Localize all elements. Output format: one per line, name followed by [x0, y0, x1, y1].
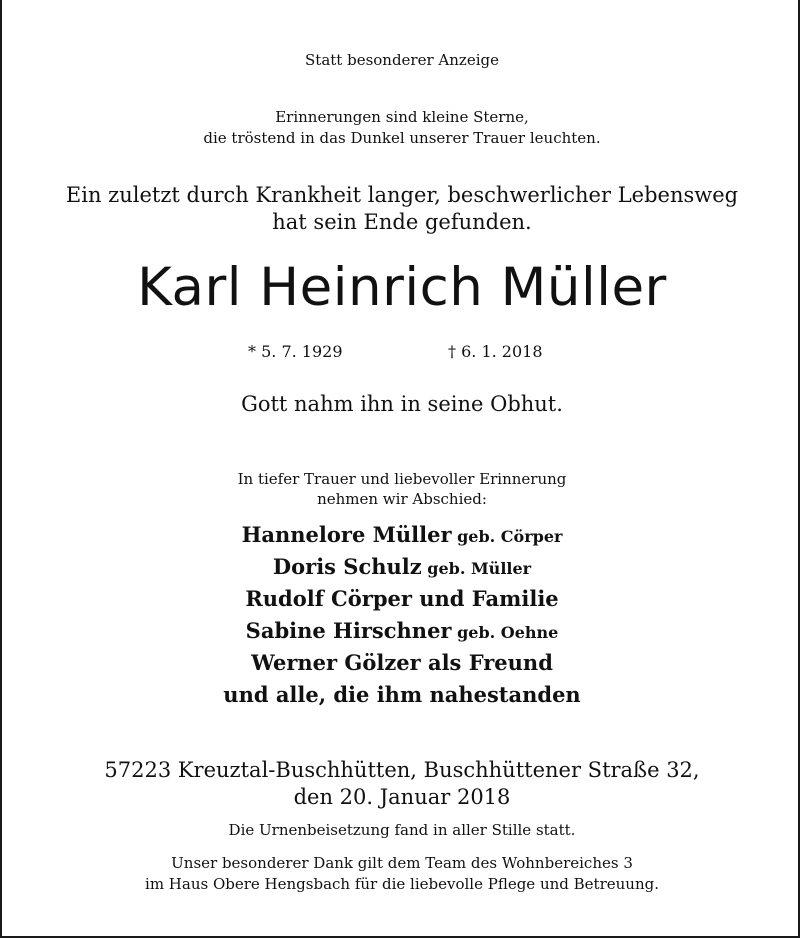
family-member-name: Hannelore Müller [241, 522, 452, 547]
death-date: † 6. 1. 2018 [448, 342, 543, 361]
poem-line-2: die tröstend in das Dunkel unserer Trauer leuchten. [203, 129, 601, 147]
thanks-line-1: Unser besonderer Dank gilt dem Team des Wohnbereiches 3 [171, 854, 633, 872]
address-date: den 20. Januar 2018 [293, 785, 511, 809]
notice-header: Statt besonderer Anzeige [305, 51, 499, 69]
mourning-line-1: In tiefer Trauer und liebevoller Erinnerung [237, 470, 567, 488]
family-member [2, 649, 800, 679]
family-member [2, 521, 800, 551]
faith-quote: Gott nahm ihn in seine Obhut. [241, 392, 563, 416]
family-member-name: Sabine Hirschner [245, 618, 452, 643]
family-member-maiden-name: geb. Oehne [451, 623, 559, 642]
intro-line-1: Ein zuletzt durch Krankheit langer, beschwerlicher Lebensweg [65, 183, 739, 207]
poem-line-1: Erinnerungen sind kleine Sterne, [275, 108, 529, 126]
family-member-maiden-name: geb. Cörper [451, 527, 563, 546]
thanks-line-2: im Haus Obere Hengsbach für die liebevolle Pflege und Betreuung. [145, 875, 659, 893]
family-member [2, 617, 800, 647]
birth-date: * 5. 7. 1929 [248, 342, 343, 361]
burial-note: Die Urnenbeisetzung fand in aller Stille statt. [228, 821, 576, 839]
family-member-name: Rudolf Cörper und Familie [245, 586, 559, 611]
family-member [2, 553, 800, 583]
mourning-line-2: nehmen wir Abschied: [317, 490, 487, 508]
deceased-name: Karl Heinrich Müller [137, 257, 667, 318]
family-member-name: und alle, die ihm nahestanden [223, 682, 581, 707]
family-member-name: Werner Gölzer als Freund [251, 650, 553, 675]
family-member [2, 585, 800, 615]
family-member [2, 681, 800, 711]
intro-line-2: hat sein Ende gefunden. [272, 210, 532, 234]
address-line-1: 57223 Kreuztal-Buschhütten, Buschhüttener Straße 32, [104, 758, 700, 782]
family-member-maiden-name: geb. Müller [421, 559, 532, 578]
family-member-name: Doris Schulz [272, 554, 422, 579]
